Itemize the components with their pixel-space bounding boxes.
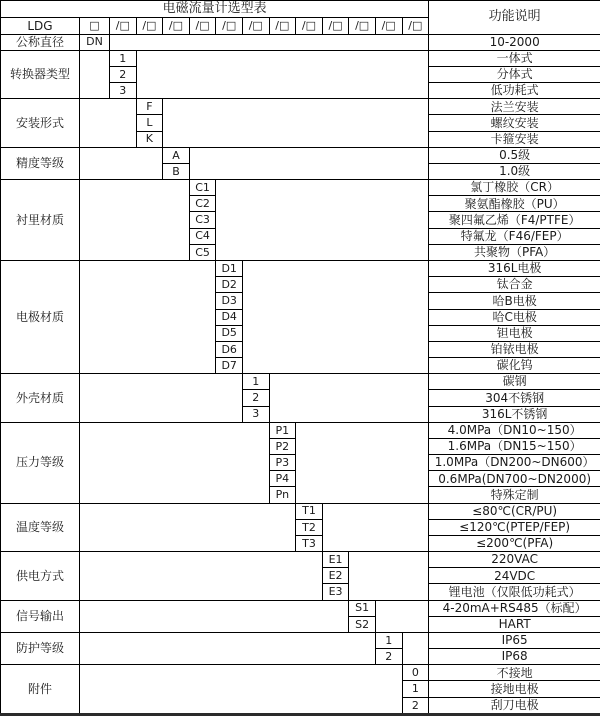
model-digit-slot: /□	[110, 18, 137, 34]
desc-cell: 钛合金	[429, 277, 600, 293]
code-cell: D6	[216, 341, 243, 357]
desc-cell: 共聚物（PFA）	[429, 244, 600, 260]
spacer-cell	[80, 147, 163, 179]
desc-cell: 220VAC	[429, 552, 600, 568]
code-cell: 1	[242, 374, 269, 390]
desc-cell: 特氟龙（F46/FEP）	[429, 228, 600, 244]
desc-cell: 卡箍安装	[429, 131, 600, 147]
category-label-accuracy: 精度等级	[1, 147, 80, 179]
category-label-housing: 外壳材质	[1, 374, 80, 423]
code-cell: T2	[296, 519, 323, 535]
code-cell: D5	[216, 325, 243, 341]
category-label-protection: 防护等级	[1, 632, 80, 664]
code-cell: P2	[269, 438, 296, 454]
spacer-cell	[110, 34, 429, 50]
code-cell: C4	[189, 228, 216, 244]
spacer-cell	[80, 503, 296, 552]
spacer-cell	[189, 147, 428, 179]
table-title: 电磁流量计选型表	[1, 1, 429, 18]
model-digit-slot: /□	[163, 18, 190, 34]
desc-cell: ≤80℃(CR/PU)	[429, 503, 600, 519]
model-digit-slot: /□	[136, 18, 163, 34]
code-cell: C2	[189, 196, 216, 212]
code-cell: C3	[189, 212, 216, 228]
category-label-accessory: 附件	[1, 665, 80, 715]
desc-cell: 1.0级	[429, 163, 600, 179]
desc-cell: ≤120℃(PTEP/FEP)	[429, 519, 600, 535]
model-digit-slot: /□	[242, 18, 269, 34]
desc-cell: 分体式	[429, 66, 600, 82]
category-label-temperature: 温度等级	[1, 503, 80, 552]
desc-cell: 刮刀电极	[429, 697, 600, 714]
spacer-cell	[375, 600, 428, 632]
category-label-electrode: 电极材质	[1, 260, 80, 373]
model-prefix: LDG	[1, 18, 80, 34]
desc-cell: 304不锈钢	[429, 390, 600, 406]
desc-cell: IP65	[429, 632, 600, 648]
code-cell: T1	[296, 503, 323, 519]
desc-cell: 不接地	[429, 665, 600, 681]
desc-cell: 钽电极	[429, 325, 600, 341]
model-digit-slot: /□	[296, 18, 323, 34]
desc-cell: 10-2000	[429, 34, 600, 50]
code-cell: DN	[80, 34, 110, 50]
model-digit-slot: /□	[269, 18, 296, 34]
model-digit-box: □	[80, 18, 110, 34]
desc-cell: 24VDC	[429, 568, 600, 584]
desc-cell: 4.0MPa（DN10~150）	[429, 422, 600, 438]
code-cell: 2	[242, 390, 269, 406]
spacer-cell	[80, 374, 243, 423]
desc-cell: 低功耗式	[429, 83, 600, 99]
code-cell: 2	[110, 66, 137, 82]
model-digit-slot: /□	[402, 18, 429, 34]
code-cell: D3	[216, 293, 243, 309]
spacer-cell	[80, 665, 403, 715]
desc-cell: 聚氨酯橡胶（PU）	[429, 196, 600, 212]
code-cell: P4	[269, 471, 296, 487]
code-cell: 1	[375, 632, 402, 648]
code-cell: C5	[189, 244, 216, 260]
code-cell: 0	[402, 665, 429, 681]
spacer-cell	[80, 600, 349, 632]
code-cell: 3	[242, 406, 269, 422]
code-cell: E2	[322, 568, 349, 584]
desc-cell: HART	[429, 616, 600, 632]
code-cell: C1	[189, 180, 216, 196]
spacer-cell	[402, 632, 429, 664]
desc-cell: 316L电极	[429, 260, 600, 276]
desc-cell: 碳化钨	[429, 358, 600, 374]
model-digit-slot: /□	[322, 18, 349, 34]
desc-cell: 氯丁橡胶（CR）	[429, 180, 600, 196]
spacer-cell	[80, 50, 110, 99]
model-digit-slot: /□	[349, 18, 376, 34]
model-digit-slot: /□	[189, 18, 216, 34]
category-label-converter-type: 转换器类型	[1, 50, 80, 99]
desc-cell: 特殊定制	[429, 487, 600, 503]
desc-cell: 1.0MPa（DN200~DN600）	[429, 455, 600, 471]
code-cell: 2	[402, 697, 429, 714]
desc-cell: 铂铱电极	[429, 341, 600, 357]
code-cell: 3	[110, 83, 137, 99]
category-label-power-supply: 供电方式	[1, 552, 80, 601]
spacer-cell	[80, 99, 137, 148]
model-digit-slot: /□	[216, 18, 243, 34]
code-cell: 1	[110, 50, 137, 66]
desc-cell: 螺纹安装	[429, 115, 600, 131]
desc-cell: 1.6MPa（DN15~150）	[429, 438, 600, 454]
code-cell: A	[163, 147, 190, 163]
code-cell: D2	[216, 277, 243, 293]
code-cell: D1	[216, 260, 243, 276]
code-cell: K	[136, 131, 163, 147]
spacer-cell	[242, 260, 428, 373]
spacer-cell	[80, 422, 270, 503]
spacer-cell	[136, 50, 429, 99]
desc-cell: 316L不锈钢	[429, 406, 600, 422]
spacer-cell	[296, 422, 429, 503]
spacer-cell	[80, 552, 323, 601]
desc-cell: 接地电极	[429, 681, 600, 697]
category-label-liner: 衬里材质	[1, 180, 80, 261]
code-cell: B	[163, 163, 190, 179]
desc-cell: 0.5级	[429, 147, 600, 163]
category-label-pressure: 压力等级	[1, 422, 80, 503]
desc-cell: 一体式	[429, 50, 600, 66]
model-digit-slot: /□	[375, 18, 402, 34]
desc-cell: 法兰安装	[429, 99, 600, 115]
desc-cell: 聚四氟乙烯（F4/PTFE）	[429, 212, 600, 228]
desc-cell: ≤200℃(PFA)	[429, 535, 600, 551]
code-cell: E1	[322, 552, 349, 568]
code-cell: D4	[216, 309, 243, 325]
desc-cell: 0.6MPa(DN700~DN2000)	[429, 471, 600, 487]
code-cell: E3	[322, 584, 349, 600]
code-cell: S2	[349, 616, 376, 632]
desc-cell: IP68	[429, 649, 600, 665]
desc-cell: 4-20mA+RS485（标配）	[429, 600, 600, 616]
code-cell: T3	[296, 535, 323, 551]
spacer-cell	[80, 632, 376, 664]
category-label-nominal-diameter: 公称直径	[1, 34, 80, 50]
spacer-cell	[269, 374, 429, 423]
desc-cell: 哈B电极	[429, 293, 600, 309]
spacer-cell	[80, 260, 216, 373]
category-label-installation: 安装形式	[1, 99, 80, 148]
code-cell: F	[136, 99, 163, 115]
desc-cell: 碳钢	[429, 374, 600, 390]
desc-cell: 哈C电极	[429, 309, 600, 325]
code-cell: P3	[269, 455, 296, 471]
code-cell: 2	[375, 649, 402, 665]
spacer-cell	[80, 180, 190, 261]
code-cell: 1	[402, 681, 429, 697]
spacer-cell	[349, 552, 429, 601]
category-label-signal-output: 信号输出	[1, 600, 80, 632]
spacer-cell	[216, 180, 429, 261]
function-column-header: 功能说明	[429, 1, 600, 35]
spacer-cell	[322, 503, 428, 552]
code-cell: Pn	[269, 487, 296, 503]
spacer-cell	[163, 99, 429, 148]
code-cell: L	[136, 115, 163, 131]
code-cell: S1	[349, 600, 376, 616]
code-cell: D7	[216, 358, 243, 374]
desc-cell: 锂电池（仅限低功耗式）	[429, 584, 600, 600]
code-cell: P1	[269, 422, 296, 438]
